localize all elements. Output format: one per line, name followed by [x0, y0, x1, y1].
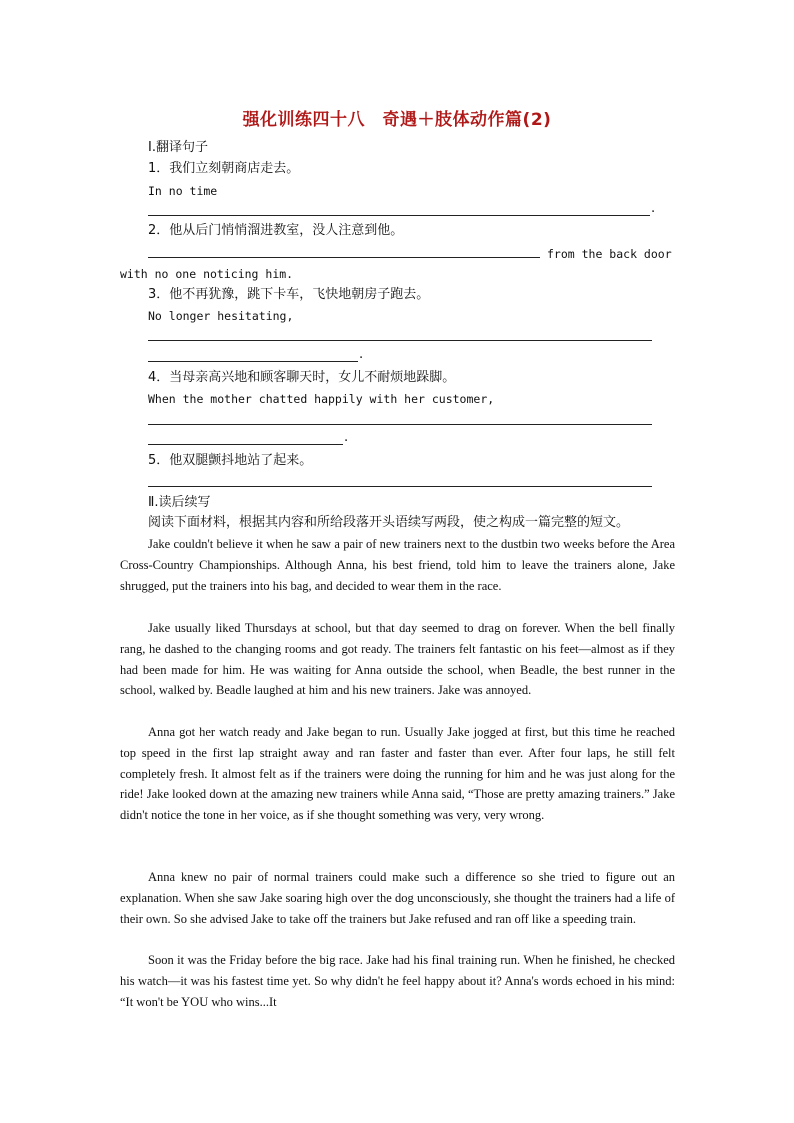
story-paragraph: Anna knew no pair of normal trainers could make such a difference so she tried to figure out an explanation. When she saw Jake soaring high over the dog unconsciously, she thought the trainers had a life of their own. So she advised Jake to take off the trainers but Jake refused and ran off like a speeding train. — [120, 870, 675, 926]
story-paragraph: Jake couldn't believe it when he saw a pair of new trainers next to the dustbin two weeks before the Area Cross-Country Championships. Although Anna, his best friend, told him to leave the trainers alone, Jake shrugged, put the trainers into his bag, and decided to wear them in the race. — [120, 537, 675, 593]
story-paragraph: Jake usually liked Thursdays at school, but that day seemed to drag on forever. When the bell finally rang, he dashed to the changing rooms and got ready. The trainers felt fantastic on his feet—almost as if they had been made for him. He was waiting for Anna outside the school, when Beadle, the best runner in the school, walked by. Beadle laughed at him and his new trainers. Jake was annoyed. — [120, 621, 675, 698]
question-4-prompt: When the mother chatted happily with her customer, — [148, 392, 495, 406]
section-2-instruction: 阅读下面材料，根据其内容和所给段落开头语续写两段，使之构成一篇完整的短文。 — [148, 515, 630, 530]
story-paragraph: Anna got her watch ready and Jake began to run. Usually Jake jogged at first, but this time he reached top speed in the first lap straight away and ran faster and faster than ever. After four laps, he still felt completely fresh. It almost felt as if the trainers were doing the running for him and he was just along for the ride! Jake looked down at the amazing new trainers while Anna said, “Those are pretty amazing trainers.” Jake didn't notice the tone in her voice, as if she thought something was very, very wrong. — [120, 725, 675, 823]
question-4-chinese: 4．当母亲高兴地和顾客聊天时，女儿不耐烦地跺脚。 — [148, 370, 456, 385]
answer-3-period: . — [359, 347, 364, 362]
answer-blank-5[interactable] — [148, 486, 652, 487]
question-2-continuation: with no one noticing him. — [120, 267, 294, 281]
section-heading-continuation: Ⅱ.读后续写 — [148, 495, 211, 510]
page-title: 强化训练四十八 奇遇＋肢体动作篇(2) — [242, 110, 552, 130]
question-1-prompt: In no time — [148, 184, 218, 198]
answer-blank-4b[interactable] — [148, 444, 343, 445]
section-heading-translation: Ⅰ.翻译句子 — [148, 140, 208, 155]
answer-blank-4a[interactable] — [148, 424, 652, 425]
answer-blank-1[interactable] — [148, 215, 650, 216]
answer-blank-2[interactable] — [148, 257, 540, 258]
question-5-chinese: 5．他双腿颤抖地站了起来。 — [148, 453, 313, 468]
story-paragraph: Soon it was the Friday before the big race. Jake had his final training run. When he finished, he checked his watch—it was his fastest time yet. So why didn't he feel happy about it? Anna's words echoed in his mind: “It won't be YOU who wins...It — [120, 953, 675, 1009]
answer-blank-3b[interactable] — [148, 361, 358, 362]
answer-blank-3a[interactable] — [148, 340, 652, 341]
question-2-tail: from the back door — [547, 247, 672, 261]
question-2-chinese: 2．他从后门悄悄溜进教室，没人注意到他。 — [148, 223, 404, 238]
answer-1-period: . — [651, 201, 656, 216]
question-3-chinese: 3．他不再犹豫，跳下卡车，飞快地朝房子跑去。 — [148, 287, 430, 302]
question-3-prompt: No longer hesitating, — [148, 309, 294, 323]
question-1-chinese: 1．我们立刻朝商店走去。 — [148, 161, 300, 176]
answer-4-period: . — [344, 430, 349, 445]
